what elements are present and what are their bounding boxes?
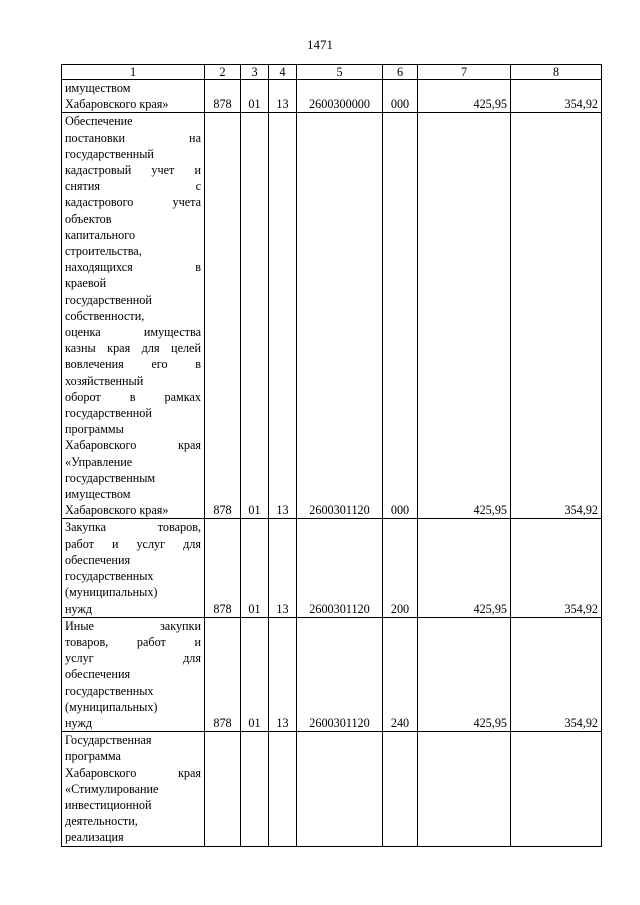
- item-name-line: хозяйственный: [65, 373, 144, 388]
- target-article-cell: 2600301120: [297, 617, 383, 731]
- item-name-line: имуществом: [65, 487, 131, 502]
- item-name-cell: [62, 519, 205, 617]
- header-cell: 6: [383, 65, 418, 80]
- item-name-line: работ и услуг для: [65, 536, 201, 551]
- amount-col7-cell: 425,95: [418, 617, 511, 731]
- section-code-cell: 01: [241, 80, 269, 113]
- subsection-code-cell: 13: [269, 519, 297, 617]
- item-name-line: Хабаровского края: [65, 438, 201, 453]
- item-name-line: Обеспечение: [65, 114, 133, 129]
- amount-col8-cell: [511, 732, 602, 846]
- item-name-line: снятия с: [65, 179, 201, 194]
- item-name-line: оборот в рамках: [65, 389, 201, 404]
- table-row: [62, 113, 602, 519]
- item-name-line: нужд: [65, 715, 93, 730]
- item-name-line: программа: [65, 749, 121, 764]
- main-admin-code-cell: 878: [205, 617, 241, 731]
- table-row: [62, 732, 602, 846]
- item-name-line: государственной: [65, 406, 152, 421]
- item-name-line: «Управление: [65, 454, 133, 469]
- item-name-line: имуществом: [65, 81, 131, 95]
- amount-col7-cell: [418, 732, 511, 846]
- section-code-cell: 01: [241, 113, 269, 519]
- target-article-cell: 2600301120: [297, 519, 383, 617]
- item-name-line: краевой: [65, 276, 107, 291]
- item-name-line: собственности,: [65, 308, 145, 323]
- item-name-line: инвестиционной: [65, 797, 152, 812]
- header-cell: 5: [297, 65, 383, 80]
- budget-table: [61, 64, 602, 847]
- item-name-line: капитального: [65, 227, 136, 242]
- item-name-line: строительства,: [65, 244, 142, 259]
- expense-type-cell: 240: [383, 617, 418, 731]
- amount-col8-cell: 354,92: [511, 80, 602, 113]
- item-name-line: казны края для целей: [65, 341, 201, 356]
- item-name-line: (муниципальных): [65, 585, 158, 600]
- amount-col7-cell: 425,95: [418, 80, 511, 113]
- item-name-line: кадастровый учет и: [65, 163, 201, 178]
- item-name-line: Закупка товаров,: [65, 520, 201, 535]
- item-name-line: деятельности,: [65, 814, 138, 829]
- item-name-line: (муниципальных): [65, 699, 158, 714]
- header-cell: 1: [62, 65, 205, 80]
- item-name-cell: [62, 617, 205, 731]
- amount-col8-cell: 354,92: [511, 617, 602, 731]
- main-admin-code-cell: 878: [205, 519, 241, 617]
- header-cell: 3: [241, 65, 269, 80]
- expense-type-cell: 200: [383, 519, 418, 617]
- amount-col8-cell: 354,92: [511, 113, 602, 519]
- item-name-line: Государственная: [65, 733, 152, 748]
- subsection-code-cell: 13: [269, 113, 297, 519]
- item-name-line: обеспечения: [65, 552, 131, 567]
- section-code-cell: [241, 732, 269, 846]
- subsection-code-cell: [269, 732, 297, 846]
- item-name-cell: [62, 113, 205, 519]
- main-admin-code-cell: [205, 732, 241, 846]
- item-name-line: оценка имущества: [65, 325, 201, 340]
- target-article-cell: 2600300000: [297, 80, 383, 113]
- header-cell: 8: [511, 65, 602, 80]
- item-name-line: государственных: [65, 683, 154, 698]
- item-name-line: «Стимулирование: [65, 781, 159, 796]
- item-name-line: государственный: [65, 146, 154, 161]
- item-name-line: находящихся в: [65, 260, 201, 275]
- item-name-line: вовлечения его в: [65, 357, 201, 372]
- item-name-line: объектов: [65, 211, 112, 226]
- item-name-line: нужд: [65, 601, 93, 616]
- header-cell: 2: [205, 65, 241, 80]
- main-admin-code-cell: 878: [205, 80, 241, 113]
- item-name-line: обеспечения: [65, 667, 131, 682]
- item-name-line: Хабаровского края»: [65, 97, 169, 112]
- page-number: 1471: [307, 37, 333, 52]
- subsection-code-cell: 13: [269, 617, 297, 731]
- item-name-cell: [62, 732, 205, 846]
- item-name-cell: [62, 80, 205, 113]
- expense-type-cell: 000: [383, 113, 418, 519]
- item-name-line: реализация: [65, 830, 124, 845]
- main-admin-code-cell: 878: [205, 113, 241, 519]
- item-name-line: кадастрового учета: [65, 195, 201, 210]
- item-name-line: постановки на: [65, 130, 201, 145]
- section-code-cell: 01: [241, 519, 269, 617]
- section-code-cell: 01: [241, 617, 269, 731]
- header-cell: 4: [269, 65, 297, 80]
- table-row: [62, 617, 602, 731]
- amount-col8-cell: 354,92: [511, 519, 602, 617]
- table-row: [62, 80, 602, 113]
- item-name-line: Иные закупки: [65, 618, 201, 633]
- item-name-line: товаров, работ и: [65, 634, 201, 649]
- header-cell: 7: [418, 65, 511, 80]
- item-name-line: Хабаровского края»: [65, 503, 169, 518]
- item-name-line: услуг для: [65, 651, 201, 666]
- item-name-line: государственной: [65, 292, 152, 307]
- expense-type-cell: [383, 732, 418, 846]
- item-name-line: Хабаровского края: [65, 765, 201, 780]
- target-article-cell: [297, 732, 383, 846]
- subsection-code-cell: 13: [269, 80, 297, 113]
- target-article-cell: 2600301120: [297, 113, 383, 519]
- item-name-line: программы: [65, 422, 124, 437]
- table-row: [62, 519, 602, 617]
- amount-col7-cell: 425,95: [418, 519, 511, 617]
- amount-col7-cell: 425,95: [418, 113, 511, 519]
- table-header-row: [62, 65, 602, 80]
- item-name-line: государственных: [65, 569, 154, 584]
- expense-type-cell: 000: [383, 80, 418, 113]
- item-name-line: государственным: [65, 470, 156, 485]
